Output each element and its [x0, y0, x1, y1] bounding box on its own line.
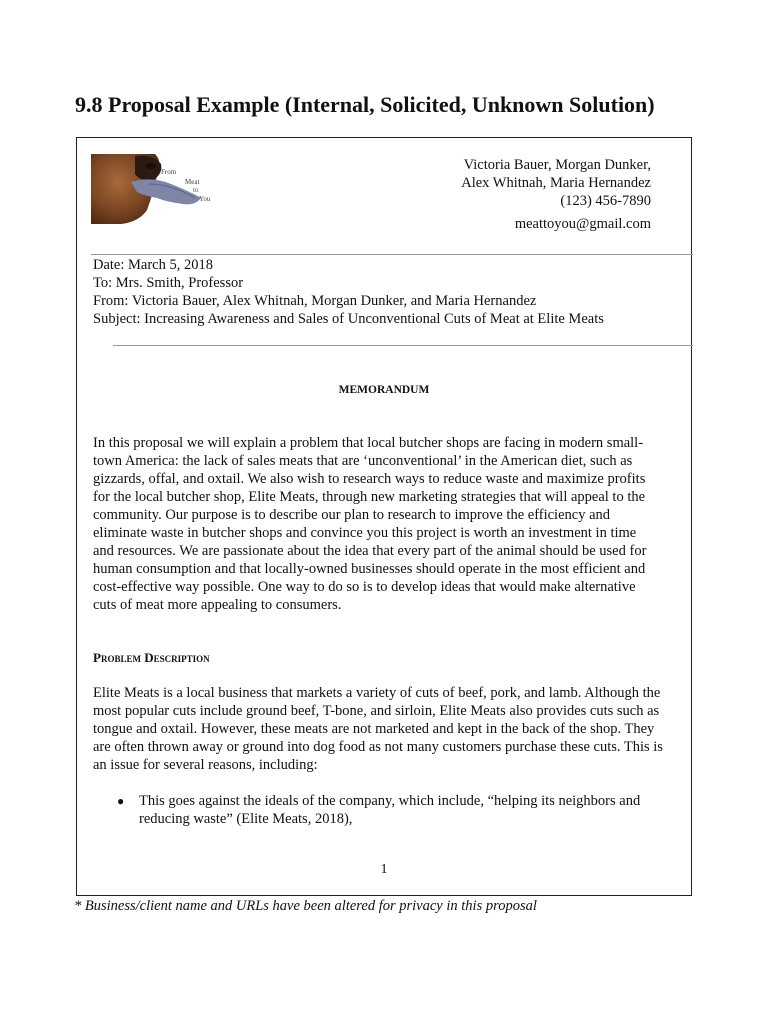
logo-text-line: to	[193, 186, 199, 194]
contact-email: meattoyou@gmail.com	[514, 216, 651, 232]
logo-text-line: Meat	[185, 178, 200, 186]
bullet-text: This goes against the ideals of the company, which include, “helping its neighbors and reducing waste” (Elite Meats, 2018),	[139, 793, 641, 827]
contact-names-line: Victoria Bauer, Morgan Dunker,	[463, 157, 651, 173]
bullet-item	[117, 792, 665, 828]
divider	[91, 254, 693, 255]
contact-phone: (123) 456-7890	[560, 193, 651, 209]
document-heading: 9.8 Proposal Example (Internal, Solicited, Unknown Solution)	[75, 92, 655, 117]
contact-block	[461, 156, 651, 233]
problem-paragraph: Elite Meats is a local business that markets a variety of cuts of beef, pork, and lamb. Although the most popular cuts include ground beef, T-bone, and sirloin, Elite Meats also provides cuts such as tongue and oxtail. However, these meats are not marketed and kept in the back of the shop. They are often thrown away or ground into dog food as not many customers purchase these cuts. This is an issue for several reasons, including:	[93, 685, 663, 773]
intro-paragraph: In this proposal we will explain a problem that local butcher shops are facing in modern small-town America: the lack of sales meats that are ‘unconventional’ in the American diet, such as gizzards, offal, and oxtail. We also wish to research ways to reduce waste and maximize profits for the local butcher shop, Elite Meats, through new marketing strategies that will appeal to the community. Our purpose is to describe our plan to research to improve the efficiency and eliminate waste in butcher shops and convince you this project is worth an investment in time and resources. We are passionate about the idea that every part of the animal should be used for human consumption and that locally-owned businesses should operate in the most efficient and cost-effective way possible. One way to do so is to develop ideas that would make alternative cuts of meat more appealing to consumers.	[93, 435, 647, 613]
divider	[113, 345, 693, 346]
memo-from: From: Victoria Bauer, Alex Whitnah, Morgan Dunker, and Maria Hernandez	[93, 293, 537, 309]
footnote: * Business/client name and URLs have been altered for privacy in this proposal	[74, 898, 537, 914]
memo-subject: Subject: Increasing Awareness and Sales of Unconventional Cuts of Meat at Elite Meats	[93, 311, 604, 327]
page-number: 1	[380, 862, 388, 877]
memo-header	[93, 256, 604, 328]
bullet-icon: ●	[117, 794, 125, 808]
logo-text-line: From	[161, 168, 177, 176]
memo-to: To: Mrs. Smith, Professor	[93, 275, 244, 291]
cow-tongue-logo-icon	[91, 154, 217, 224]
logo-text-line: You	[199, 195, 211, 203]
contact-names-line: Alex Whitnah, Maria Hernandez	[461, 175, 651, 191]
memo-page	[76, 137, 692, 896]
section-heading: Problem Description	[93, 650, 210, 665]
bullet-list	[117, 792, 665, 828]
memo-date: Date: March 5, 2018	[93, 257, 213, 273]
memo-title: MEMORANDUM	[338, 384, 430, 396]
